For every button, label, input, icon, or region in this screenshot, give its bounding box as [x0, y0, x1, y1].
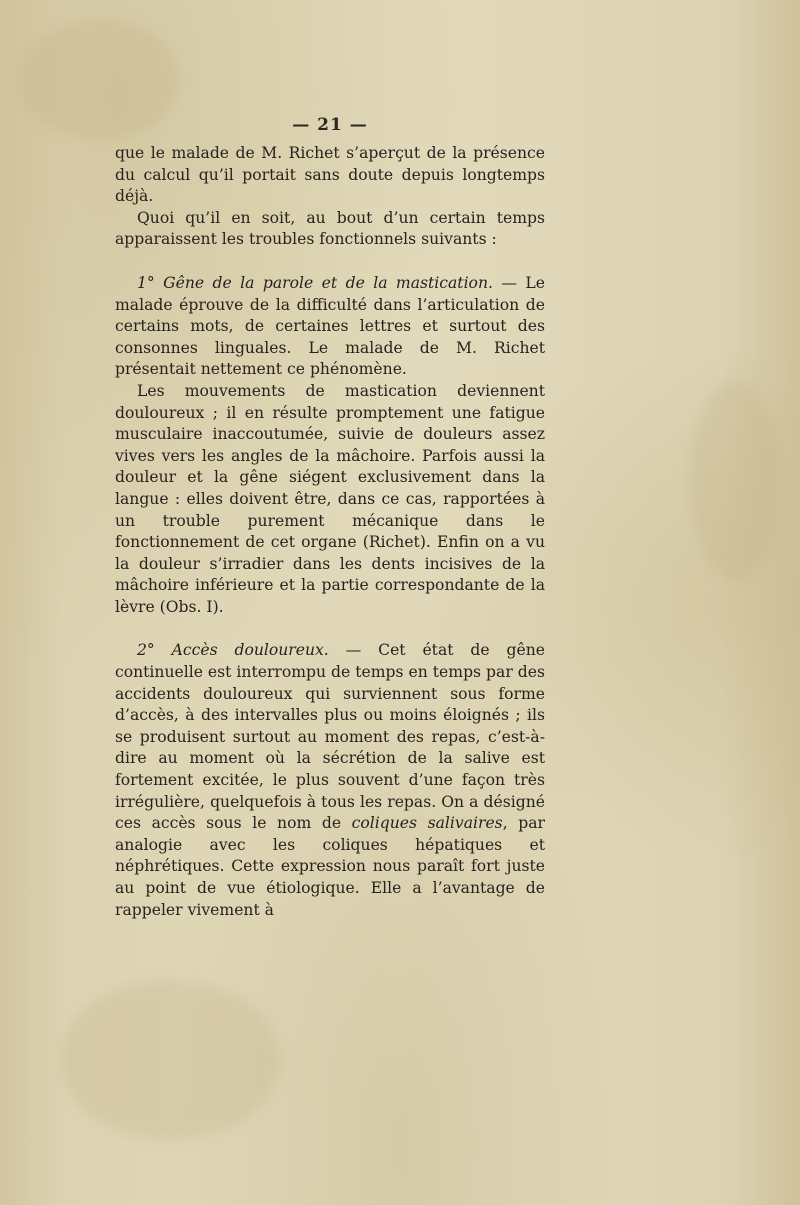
paragraph [115, 273, 545, 381]
paragraph [115, 381, 545, 619]
page-number: — 21 — [292, 115, 368, 135]
section-heading: 2° Accès douloureux. [137, 641, 329, 660]
paragraph [115, 208, 545, 251]
section-heading: 1° Gêne de la parole et de la mastication. [137, 273, 493, 292]
paragraph-text: Quoi qu’il en soit, au bout d’un certain temps apparaissent les troubles fonctionnels suivants : [115, 208, 545, 249]
italic-term: coliques salivaires [351, 814, 503, 833]
body-text [115, 143, 545, 921]
paragraph [115, 143, 545, 208]
paragraph-text: — Cet état de gêne continuelle est interrompu de temps en temps par des accidents douloureux qui surviennent sous forme d’accès, à des intervalles plus ou moins éloignés ; ils se produisent surtout au moment des repas, c’est-à-dire au moment où la sécrétion de la salive est fortement excitée, le plus souvent d’une façon très irrégulière, quelquefois à tous les repas. On a désigné ces accès sous le nom de [115, 641, 545, 833]
paragraph-text: Les mouvements de mastication deviennent douloureux ; il en résulte promptement une fatigue musculaire inaccoutumée, suivie de douleurs assez vives vers les angles de la mâchoire. Parfois aussi la douleur et la gêne siégent exclusivement dans la langue : elles doivent être, dans ce cas, rapportées à un trouble purement mécanique dans le fonctionnement de cet organe (Richet). Enfin on a vu la douleur s’irradier dans les dents incisives de la mâchoire inférieure et la partie correspondante de la lèvre (Obs. I). [115, 381, 545, 616]
paragraph-text: — Le malade éprouve de la difficulté dans l’articulation de certains mots, de certaines lettres et surtout des consonnes linguales. Le malade de M. Richet présentait nettement ce phénomène. [115, 273, 545, 379]
paper-stain [60, 980, 280, 1140]
paragraph-text: , par analogie avec les coliques hépatiques et néphrétiques. Cette expression nous paraît fort juste au point de vue étiologique. Elle a l’avantage de rappeler vivement à [115, 814, 545, 919]
paragraph [115, 640, 545, 921]
paragraph-text: que le malade de M. Richet s’aperçut de la présence du calcul qu’il portait sans doute depuis longtemps déjà. [115, 144, 545, 206]
paper-stain [690, 380, 780, 580]
